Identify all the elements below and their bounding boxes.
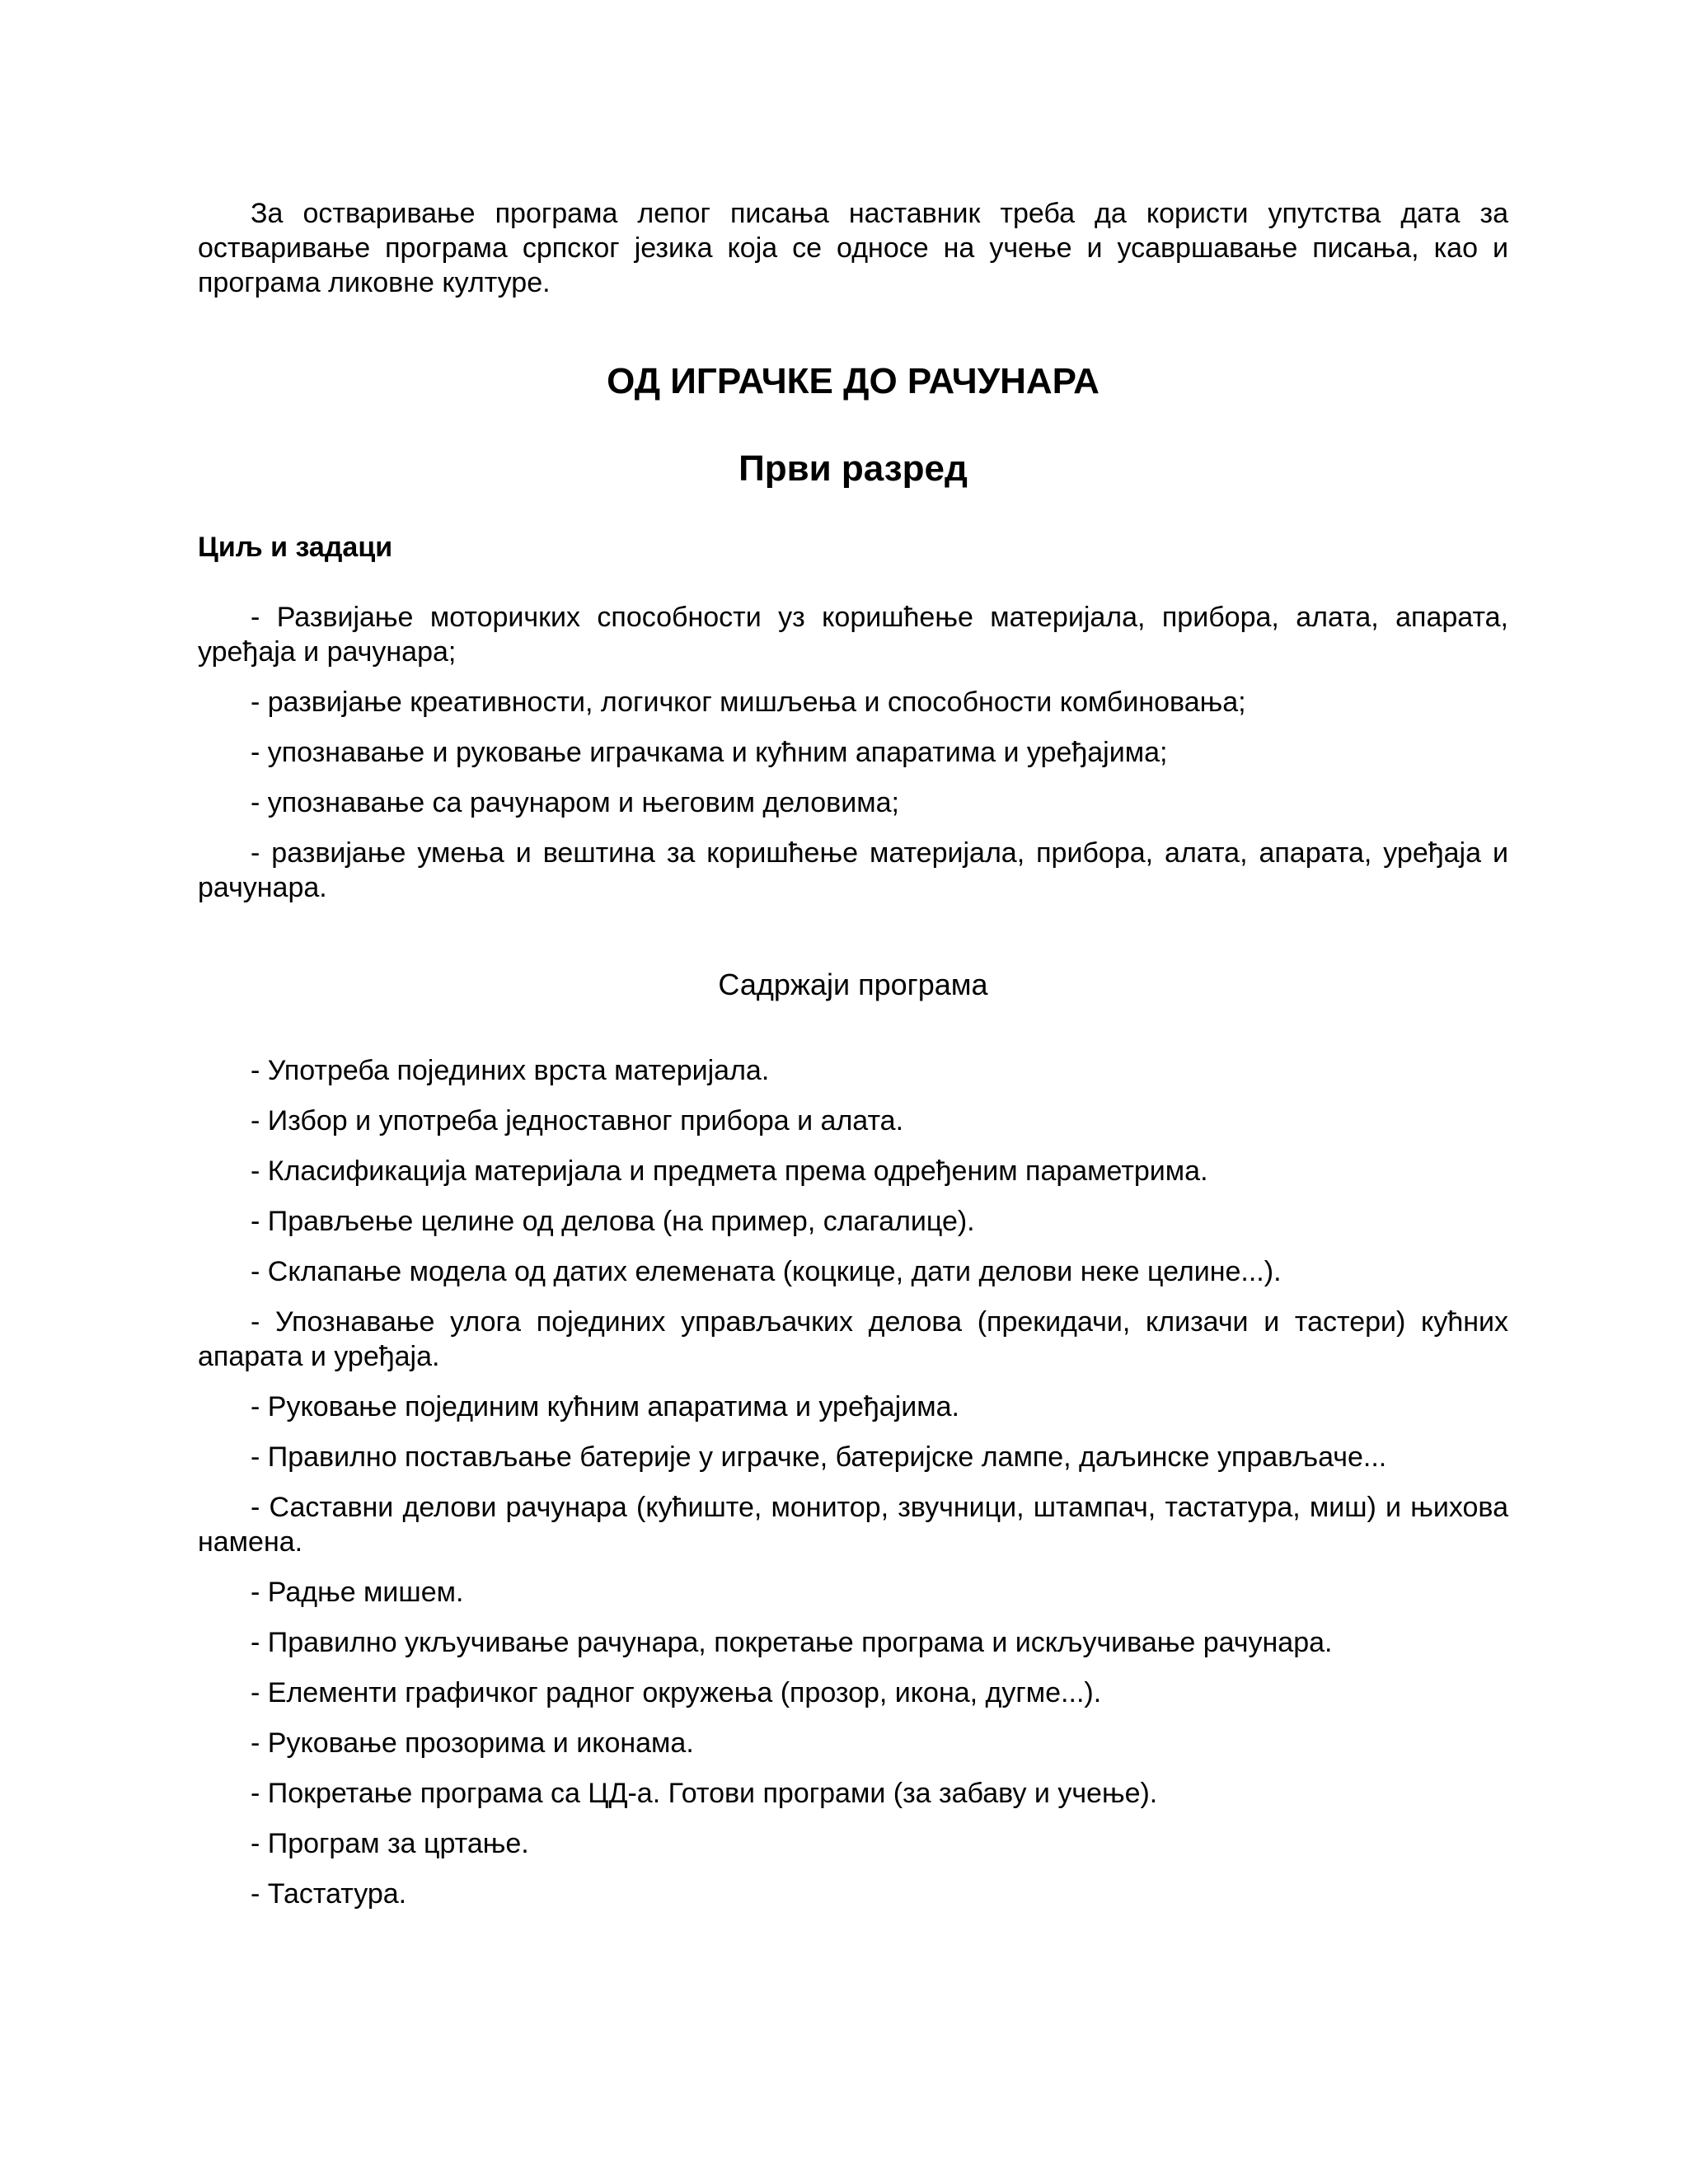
goal-item: - развијање умења и вештина за коришћење материјала, прибора, алата, апарата, уређаја и рачунара. — [198, 837, 1508, 903]
goal-item: - упознавање са рачунаром и његовим деловима; — [251, 787, 899, 818]
grade-heading: Први разред — [738, 448, 968, 489]
content-item: - Радње мишем. — [251, 1577, 464, 1608]
goals-heading: Циљ и задаци — [198, 532, 393, 563]
content-item: - Руковање појединим кућним апаратима и уређајима. — [251, 1391, 959, 1422]
contents-list — [198, 1053, 1508, 1927]
content-item: - Руковање прозорима и иконама. — [251, 1727, 694, 1759]
content-item: - Тастатура. — [251, 1878, 407, 1910]
content-item: - Покретање програма са ЦД-а. Готови програми (за забаву и учење). — [251, 1778, 1158, 1809]
content-item: - Употреба појединих врста материјала. — [251, 1055, 770, 1086]
content-item: - Саставни делови рачунара (кућиште, монитор, звучници, штампач, тастатура, миш) и њихова намена. — [198, 1492, 1508, 1558]
content-item: - Избор и употреба једноставног прибора и алата. — [251, 1105, 904, 1137]
contents-heading: Садржаји програма — [718, 968, 988, 1001]
intro-paragraph: За остваривање програма лепог писања наставник треба да користи упутства дата за остваривање програма српског језика која се односе на учење и усавршавање писања, као и програма ликовне културе. — [198, 198, 1508, 298]
content-item: - Елементи графичког радног окружења (прозор, икона, дугме...). — [251, 1677, 1102, 1708]
content-item: - Склапање модела од датих елемената (коцкице, дати делови неке целине...). — [251, 1256, 1282, 1287]
goal-item: - развијање креативности, логичког мишљења и способности комбиновања; — [251, 687, 1246, 718]
content-item: - Класификација материјала и предмета према одређеним параметрима. — [251, 1155, 1208, 1187]
content-item: - Програм за цртање. — [251, 1828, 529, 1859]
goal-item: - Развијање моторичких способности уз коришћење материјала, прибора, алата, апарата, уређаја и рачунара; — [198, 602, 1508, 668]
content-item: - Правилно укључивање рачунара, покретање програма и искључивање рачунара. — [251, 1627, 1333, 1658]
content-item: - Правилно постављање батерије у играчке, батеријске лампе, даљинске управљаче... — [251, 1441, 1387, 1473]
goal-item: - упознавање и руковање играчкама и кућним апаратима и уређајима; — [251, 737, 1168, 768]
document-title: ОД ИГРАЧКЕ ДО РАЧУНАРА — [607, 361, 1100, 401]
content-item: - Упознавање улога појединих управљачких делова (прекидачи, клизачи и тастери) кућних апарата и уређаја. — [198, 1306, 1508, 1372]
goals-list — [198, 600, 1508, 921]
content-item: - Прављење целине од делова (на пример, слагалице). — [251, 1206, 975, 1237]
